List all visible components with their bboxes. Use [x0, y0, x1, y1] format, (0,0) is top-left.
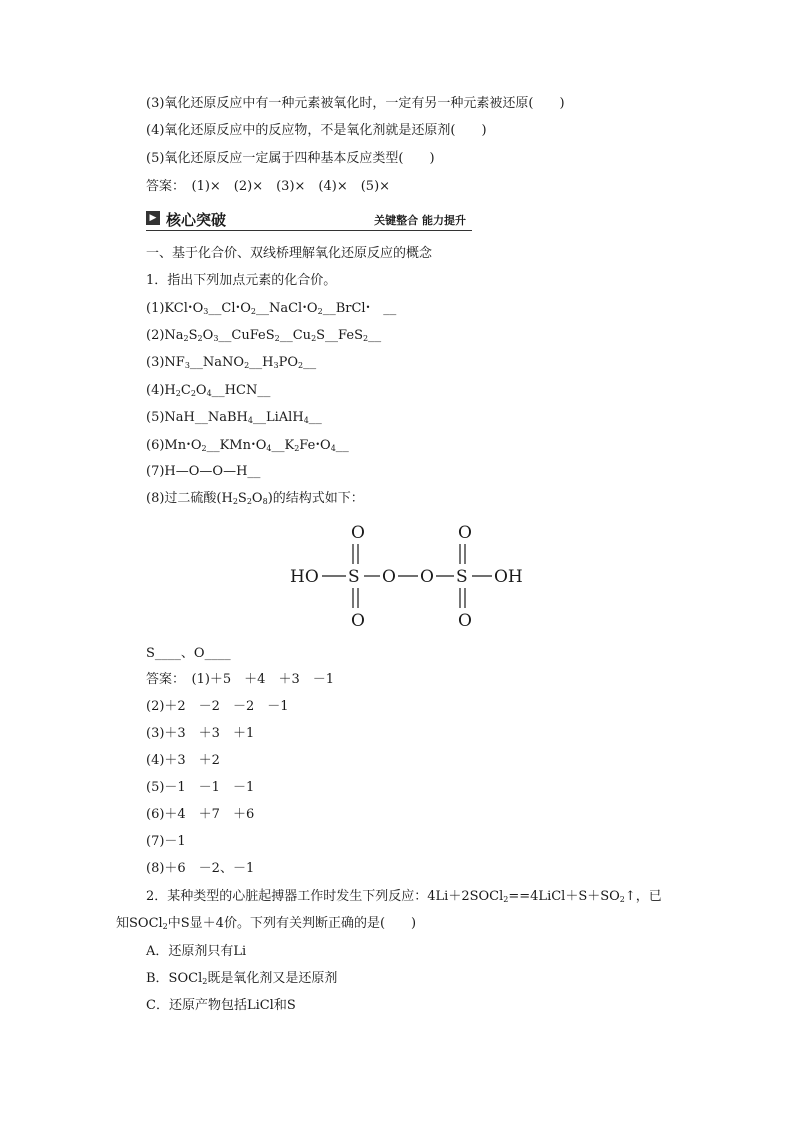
- struct-o-bridge-1: O: [382, 567, 396, 587]
- struct-s-2: S: [456, 567, 468, 587]
- answer-line-1: 答案： (1)× (2)× (3)× (4)× (5)×: [146, 179, 391, 194]
- item-4: $(4)H_2C_2O_4\_\_HCN\_\_$: [146, 383, 271, 398]
- question-3: (3)氧化还原反应中有一种元素被氧化时，一定有另一种元素被还原( ): [146, 96, 565, 111]
- section-subtitle: 关键整合 能力提升: [374, 214, 466, 227]
- blank-line: S____、O____: [146, 646, 231, 661]
- item-5: (5)NaH__NaBH$_4$__LiAlH$_4$__: [146, 410, 322, 425]
- item-6: $(6)Mn•O_2\_\_KMn•O_4\_\_K_2Fe•O_4\_\_$: [146, 438, 349, 453]
- struct-ho: HO: [290, 567, 319, 587]
- answer-2-line-6: (6)＋4 ＋7 ＋6: [146, 807, 255, 822]
- option-c: C．还原产物包括LiCl和S: [146, 998, 296, 1013]
- struct-o-top-2: O: [458, 523, 472, 543]
- struct-oh: OH: [494, 567, 523, 587]
- heading-1: 一、基于化合价、双线桥理解氧化还原反应的概念: [146, 246, 433, 261]
- problem-1-stem: 1．指出下列加点元素的化合价。: [146, 273, 337, 288]
- item-3: $(3)NF_3\_\_NaNO_2\_\_H_3PO_2\_\_$: [146, 355, 317, 370]
- struct-o-bottom-1: O: [351, 611, 365, 631]
- answer-2-line-5: (5)－1 －1 －1: [146, 780, 255, 795]
- answer-2-line-4: (4)＋3 ＋2: [146, 753, 220, 768]
- answer-2-line-8: (8)＋6 －2、－1: [146, 861, 255, 876]
- play-triangle-icon: ▶: [146, 211, 160, 225]
- answer-2-line-1: 答案： (1)＋5 ＋4 ＋3 －1: [146, 672, 334, 687]
- item-2: $(2)Na_2S_2O_3\_\_CuFeS_2\_\_Cu_2S\_\_FeS_2\_\_$: [146, 328, 382, 343]
- answer-2-line-3: (3)＋3 ＋3 ＋1: [146, 726, 255, 741]
- problem-2-line-2: 知SOCl$_2$中S显＋4价。下列有关判断正确的是( ): [116, 916, 417, 931]
- item-8: (8)过二硫酸$(H_2S_2O_8)$的结构式如下：: [146, 491, 364, 506]
- question-4: (4)氧化还原反应中的反应物，不是氧化剂就是还原剂( ): [146, 123, 487, 138]
- problem-2-line-1: 2．某种类型的心脏起搏器工作时发生下列反应：$4Li+2SOCl_2==4LiCl+S+SO_2↑$，已: [146, 889, 662, 904]
- section-title: 核心突破: [166, 211, 227, 229]
- answer-2-line-2: (2)＋2 －2 －2 －1: [146, 699, 289, 714]
- item-1: $(1)KCl•O_3\_\_Cl•O_2\_\_NaCl•O_2\_\_BrCl•$ __: [146, 301, 397, 316]
- struct-o-bridge-2: O: [420, 567, 434, 587]
- section-header: [146, 208, 472, 231]
- option-b: B．SOCl$_2$既是氧化剂又是还原剂: [146, 971, 338, 986]
- option-a: A．还原剂只有Li: [146, 944, 247, 959]
- struct-o-bottom-2: O: [458, 611, 472, 631]
- question-5: (5)氧化还原反应一定属于四种基本反应类型( ): [146, 151, 435, 166]
- structural-formula: [288, 520, 538, 632]
- answer-2-line-7: (7)－1: [146, 834, 186, 849]
- struct-s-1: S: [348, 567, 360, 587]
- item-7: (7)H—O—O—H__: [146, 464, 261, 479]
- struct-o-top-1: O: [351, 523, 365, 543]
